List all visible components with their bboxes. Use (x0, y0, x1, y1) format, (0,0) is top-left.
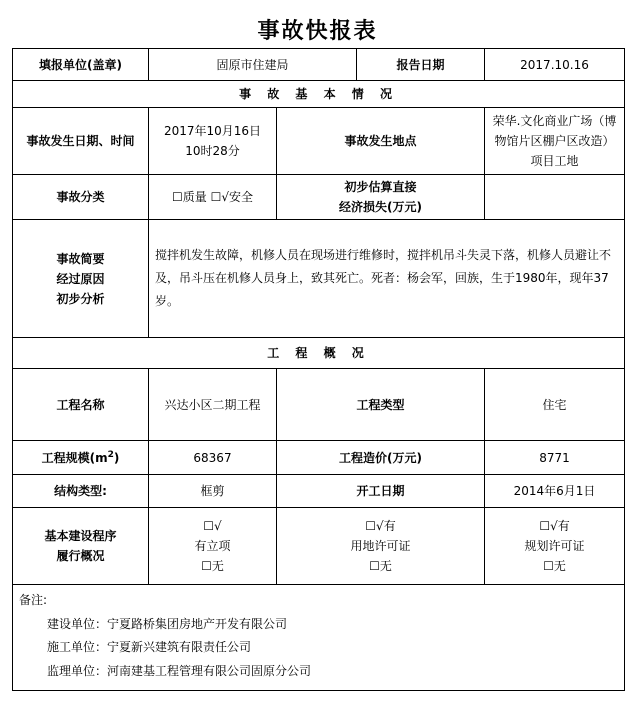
contractor-unit: 施工单位：宁夏新兴建筑有限责任公司 (47, 640, 252, 654)
project-section-row (13, 338, 625, 369)
header-row (13, 49, 625, 81)
loss-label-line1: 初步估算直接 (344, 180, 417, 194)
start-date-value: 2014年6月1日 (485, 475, 625, 508)
notes-cell (13, 585, 625, 691)
summary-label-line2: 经过原因 (56, 271, 105, 286)
builder-unit: 建设单位：宁夏路桥集团房地产开发有限公司 (47, 616, 288, 631)
summary-row (13, 220, 625, 338)
planning-permit-label: 规划许可证 (524, 539, 585, 553)
unit-value: 固原市住建局 (149, 49, 357, 81)
category-row (13, 175, 625, 220)
planning-permit-no: ☐无 (543, 559, 566, 573)
approval-no: ☐无 (201, 559, 224, 573)
planning-permit-yes: ☐√有 (539, 519, 570, 533)
project-structure-row (13, 475, 625, 508)
project-cost-label: 工程造价(万元) (277, 441, 485, 475)
datetime-time: 10时28分 (185, 144, 240, 158)
project-name-value: 兴达小区二期工程 (149, 369, 277, 441)
summary-label-line1: 事故简要 (56, 251, 105, 266)
datetime-date: 2017年10月16日 (163, 124, 262, 138)
approval-label: 有立项 (194, 539, 231, 553)
location-value: 荣华.文化商业广场（博物馆片区棚户区改造）项目工地 (485, 108, 625, 175)
project-scale-value: 68367 (149, 441, 277, 475)
procedure-land-permit (277, 508, 485, 585)
procedure-planning-permit (485, 508, 625, 585)
datetime-value (149, 108, 277, 175)
category-label: 事故分类 (13, 175, 149, 220)
project-scale-row (13, 441, 625, 475)
date-label: 报告日期 (357, 49, 485, 81)
approval-yes: ☐√ (203, 519, 222, 533)
land-permit-no: ☐无 (369, 559, 392, 573)
start-date-label: 开工日期 (277, 475, 485, 508)
date-value: 2017.10.16 (485, 49, 625, 81)
project-scale-label: 工程规模$(m^2)$ (13, 441, 149, 475)
project-name-label: 工程名称 (13, 369, 149, 441)
basic-section-row (13, 81, 625, 108)
structure-label: 结构类型: (13, 475, 149, 508)
loss-value (485, 175, 625, 220)
procedure-row (13, 508, 625, 585)
unit-label: 填报单位(盖章) (13, 49, 149, 81)
loss-label-line2: 经济损失(万元) (339, 200, 422, 214)
page-title: 事故快报表 (257, 19, 378, 44)
location-label: 事故发生地点 (277, 108, 485, 175)
procedure-approval (149, 508, 277, 585)
project-section-title: 工 程 概 况 (13, 338, 625, 369)
land-permit-label: 用地许可证 (350, 539, 411, 553)
category-value: ☐质量 ☐√安全 (149, 175, 277, 220)
notes-label: 备注: (19, 593, 48, 607)
basic-section-title: 事 故 基 本 情 况 (13, 81, 625, 108)
project-type-value: 住宅 (485, 369, 625, 441)
accident-report-table (12, 48, 625, 691)
land-permit-yes: ☐√有 (365, 519, 396, 533)
procedure-label-line2: 履行概况 (56, 549, 105, 563)
scale-unit-sup: 2 (107, 449, 114, 460)
loss-label (277, 175, 485, 220)
summary-value: 搅拌机发生故障，机修人员在现场进行维修时，搅拌机吊斗失灵下落，机修人员避让不及，吊斗压在机修人员身上，致其死亡。死者：杨会军，回族，生于1980年，现年37岁。 (149, 220, 625, 338)
structure-value: 框剪 (149, 475, 277, 508)
summary-label-line3: 初步分析 (56, 291, 105, 306)
project-cost-value: 8771 (485, 441, 625, 475)
project-name-row (13, 369, 625, 441)
summary-label (13, 220, 149, 338)
procedure-label-line1: 基本建设程序 (44, 529, 117, 543)
notes-row (13, 585, 625, 691)
project-type-label: 工程类型 (277, 369, 485, 441)
datetime-label: 事故发生日期、时间 (13, 108, 149, 175)
procedure-label (13, 508, 149, 585)
datetime-row (13, 108, 625, 175)
supervisor-unit: 监理单位：河南建基工程管理有限公司固原分公司 (47, 663, 312, 678)
